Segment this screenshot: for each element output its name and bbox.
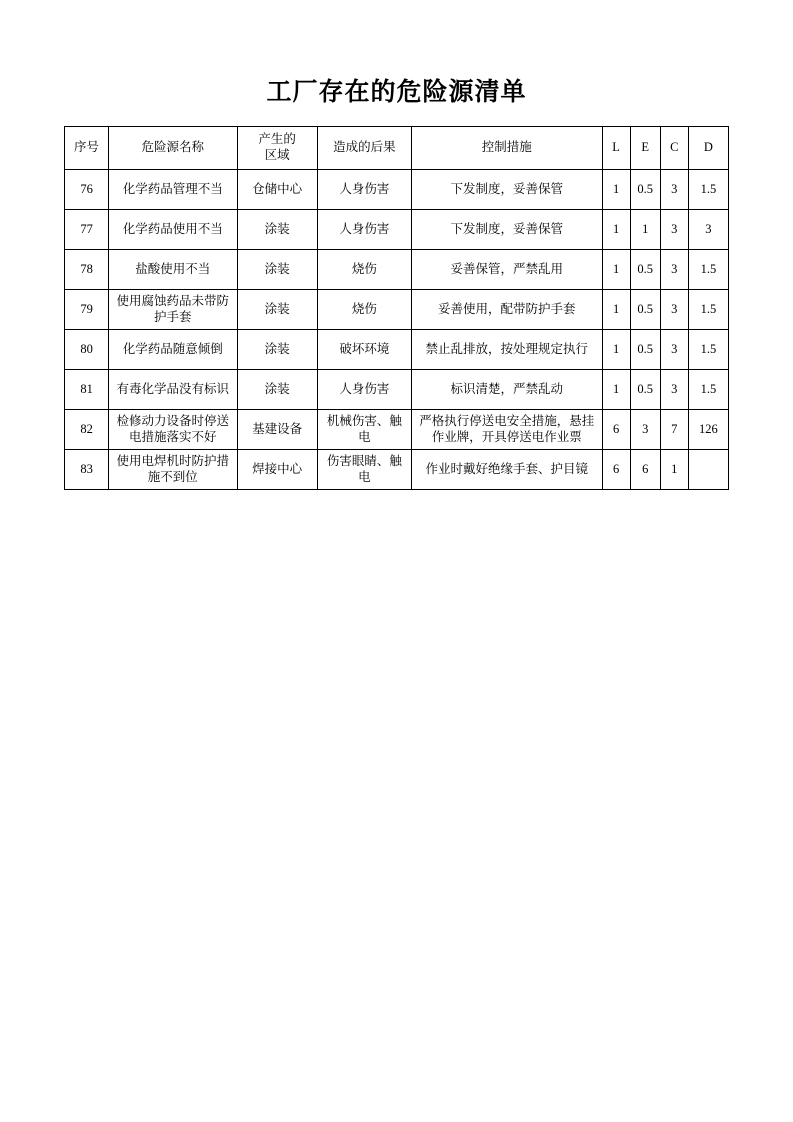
- table-row: [65, 370, 729, 410]
- cell-d: 1.5: [688, 290, 728, 330]
- cell-l: 6: [602, 410, 630, 450]
- cell-d: 1.5: [688, 370, 728, 410]
- cell-c: 3: [660, 370, 688, 410]
- cell-name: 化学药品随意倾倒: [109, 330, 237, 370]
- cell-l: 1: [602, 370, 630, 410]
- column-header-l: L: [602, 127, 630, 170]
- cell-l: 1: [602, 170, 630, 210]
- cell-result: 机械伤害、触电: [317, 410, 411, 450]
- cell-name: 化学药品使用不当: [109, 210, 237, 250]
- cell-c: 3: [660, 290, 688, 330]
- cell-no: 76: [65, 170, 109, 210]
- cell-measure: 下发制度，妥善保管: [412, 170, 603, 210]
- cell-no: 78: [65, 250, 109, 290]
- cell-c: 3: [660, 210, 688, 250]
- cell-no: 81: [65, 370, 109, 410]
- cell-area: 涂装: [237, 370, 317, 410]
- cell-measure: 妥善保管，严禁乱用: [412, 250, 603, 290]
- table-header-row: [65, 127, 729, 170]
- cell-measure: 作业时戴好绝缘手套、护目镜: [412, 450, 603, 490]
- cell-e: 6: [630, 450, 660, 490]
- column-header-measure: 控制措施: [412, 127, 603, 170]
- cell-c: 3: [660, 250, 688, 290]
- page-title: 工厂存在的危险源清单: [266, 77, 527, 106]
- cell-c: 3: [660, 170, 688, 210]
- cell-e: 1: [630, 210, 660, 250]
- cell-area: 涂装: [237, 210, 317, 250]
- cell-area: 涂装: [237, 290, 317, 330]
- cell-result: 烧伤: [317, 250, 411, 290]
- column-header-d: D: [688, 127, 728, 170]
- table-header: [65, 127, 729, 170]
- cell-e: 0.5: [630, 330, 660, 370]
- column-header-e: E: [630, 127, 660, 170]
- hazard-table-container: [64, 126, 729, 490]
- cell-l: 1: [602, 210, 630, 250]
- table-row: [65, 330, 729, 370]
- cell-name: 有毒化学品没有标识: [109, 370, 237, 410]
- table-body: [65, 170, 729, 490]
- cell-d: 3: [688, 210, 728, 250]
- column-header-result: 造成的后果: [317, 127, 411, 170]
- cell-measure: 妥善使用，配带防护手套: [412, 290, 603, 330]
- cell-name: 检修动力设备时停送电措施落实不好: [109, 410, 237, 450]
- cell-d: [688, 450, 728, 490]
- hazard-table: [64, 126, 729, 490]
- cell-name: 化学药品管理不当: [109, 170, 237, 210]
- cell-measure: 下发制度，妥善保管: [412, 210, 603, 250]
- cell-e: 0.5: [630, 250, 660, 290]
- cell-measure: 禁止乱排放，按处理规定执行: [412, 330, 603, 370]
- cell-e: 0.5: [630, 290, 660, 330]
- cell-no: 80: [65, 330, 109, 370]
- cell-d: 1.5: [688, 170, 728, 210]
- cell-result: 烧伤: [317, 290, 411, 330]
- cell-l: 1: [602, 250, 630, 290]
- table-row: [65, 290, 729, 330]
- table-row: [65, 250, 729, 290]
- cell-e: 0.5: [630, 370, 660, 410]
- table-row: [65, 210, 729, 250]
- cell-measure: 标识清楚，严禁乱动: [412, 370, 603, 410]
- cell-l: 1: [602, 290, 630, 330]
- cell-area: 仓储中心: [237, 170, 317, 210]
- column-header-area-line1: 产生的: [258, 132, 296, 147]
- cell-measure: 严格执行停送电安全措施，悬挂作业牌，开具停送电作业票: [412, 410, 603, 450]
- cell-result: 人身伤害: [317, 210, 411, 250]
- table-row: [65, 170, 729, 210]
- cell-name: 使用电焊机时防护措施不到位: [109, 450, 237, 490]
- cell-area: 涂装: [237, 250, 317, 290]
- column-header-no: 序号: [65, 127, 109, 170]
- cell-no: 77: [65, 210, 109, 250]
- cell-no: 83: [65, 450, 109, 490]
- column-header-area: [237, 127, 317, 170]
- cell-name: 盐酸使用不当: [109, 250, 237, 290]
- cell-d: 126: [688, 410, 728, 450]
- cell-e: 3: [630, 410, 660, 450]
- cell-area: 涂装: [237, 330, 317, 370]
- cell-result: 人身伤害: [317, 170, 411, 210]
- column-header-c: C: [660, 127, 688, 170]
- cell-name: 使用腐蚀药品未带防护手套: [109, 290, 237, 330]
- cell-no: 82: [65, 410, 109, 450]
- cell-l: 6: [602, 450, 630, 490]
- cell-result: 人身伤害: [317, 370, 411, 410]
- column-header-name: 危险源名称: [109, 127, 237, 170]
- column-header-area-line2: 区域: [264, 148, 290, 162]
- cell-c: 7: [660, 410, 688, 450]
- cell-c: 1: [660, 450, 688, 490]
- cell-l: 1: [602, 330, 630, 370]
- cell-area: 基建设备: [237, 410, 317, 450]
- cell-result: 破坏环境: [317, 330, 411, 370]
- cell-e: 0.5: [630, 170, 660, 210]
- table-row: [65, 450, 729, 490]
- cell-area: 焊接中心: [237, 450, 317, 490]
- cell-no: 79: [65, 290, 109, 330]
- cell-result: 伤害眼睛、触电: [317, 450, 411, 490]
- cell-d: 1.5: [688, 250, 728, 290]
- cell-c: 3: [660, 330, 688, 370]
- table-row: [65, 410, 729, 450]
- cell-d: 1.5: [688, 330, 728, 370]
